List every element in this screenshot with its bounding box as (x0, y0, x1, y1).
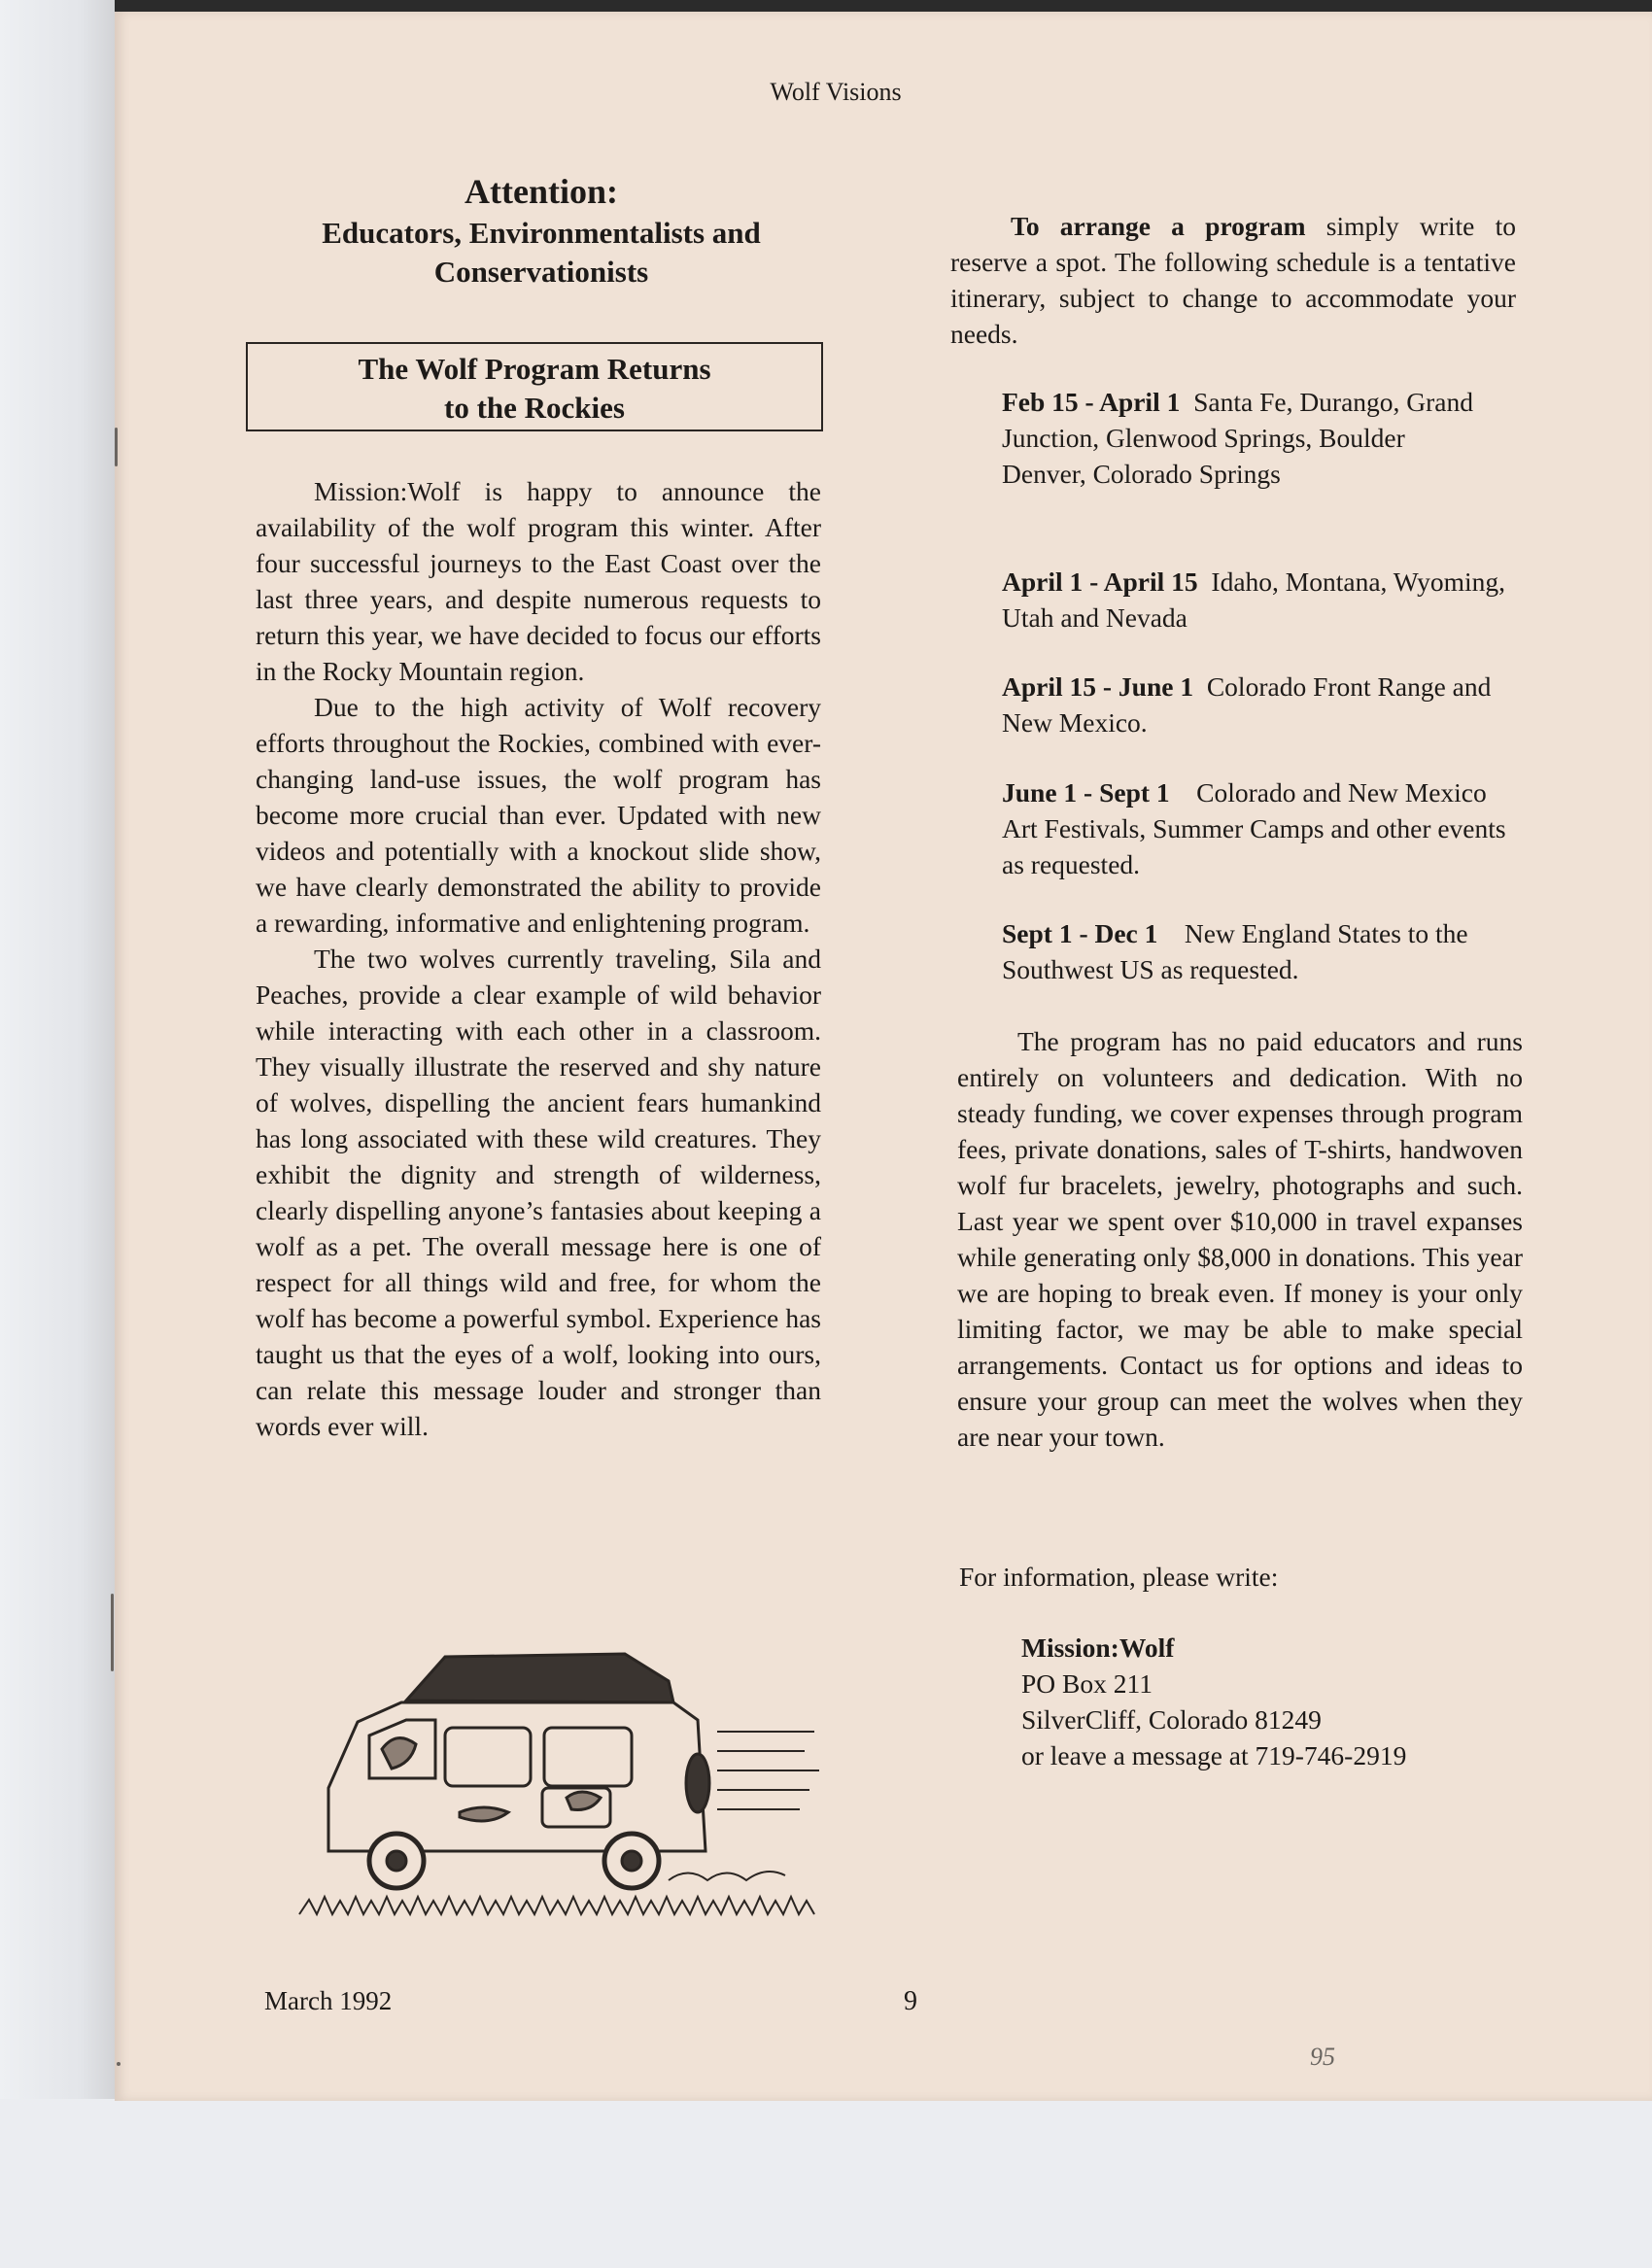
article-body (256, 473, 821, 1444)
address-line: PO Box 211 (1021, 1668, 1153, 1699)
funding-section (957, 1023, 1523, 1455)
schedule-entry (1002, 774, 1527, 882)
arrangement-intro (950, 208, 1516, 352)
schedule-dates: April 15 - June 1 (1002, 671, 1194, 702)
paragraph: Due to the high activity of Wolf recovery efforts throughout the Rockies, combined with ever-changing land-use issues, the wolf program has become more crucial than ever. Updated with new videos and potentially with a knockout slide show, we have clearly demonstrated the ability to provide a rewarding, informative and enlightening program. (256, 692, 821, 938)
schedule-entry (1002, 384, 1527, 492)
running-header: Wolf Visions (770, 78, 902, 106)
schedule-extra: Denver, Colorado Springs (1002, 459, 1281, 489)
pencil-annotation: 95 (1310, 2043, 1335, 2071)
schedule-places: Colorado Front Range and New Mexico. (1002, 671, 1492, 738)
address-line: or leave a message at 719-746-2919 (1021, 1740, 1407, 1770)
attention-title: Attention: (465, 172, 618, 211)
scanner-background-left (0, 0, 115, 2268)
van-with-wolves-illustration (290, 1642, 834, 1934)
paragraph: The program has no paid educators and runs entirely on volunteers and dedication. With no steady funding, we cover expenses through program fees, private donations, sales of T-shirts, handwoven wolf fur bracelets, jewelry, photographs and such. Last year we spent over $10,000 in travel expanses while generating only $8,000 in donations. This year we are hoping to break even. If money is your only limiting factor, we may be able to make special arrangements. Contact us for options and ideas to ensure your group can meet the wolves when they are near your town. (957, 1026, 1523, 1452)
attention-heading (255, 170, 828, 291)
schedule-dates: Sept 1 - Dec 1 (1002, 918, 1158, 948)
article-title-line-1: The Wolf Program Returns (358, 352, 711, 386)
scanner-background-bottom (0, 2099, 1652, 2268)
schedule-entry (1002, 564, 1527, 636)
article-title-box (246, 342, 823, 431)
schedule-places: Idaho, Montana, Wyoming, Utah and Nevada (1002, 567, 1506, 633)
intro-text: simply write to reserve a spot. The following schedule is a tentative itinerary, subject to change to accommodate your needs. (950, 211, 1516, 349)
page-number: 9 (904, 1986, 917, 2016)
schedule-places: New England States to the Southwest US as requested. (1002, 918, 1468, 984)
schedule-dates: Feb 15 - April 1 (1002, 387, 1181, 417)
mailing-address (1021, 1630, 1406, 1773)
address-organization: Mission:Wolf (1021, 1632, 1175, 1663)
schedule-entry (1002, 669, 1527, 740)
attention-subtitle-line-1: Educators, Environmentalists and (322, 216, 761, 250)
staple-mark (115, 428, 118, 466)
staple-mark (117, 2062, 120, 2066)
address-line: SilverCliff, Colorado 81249 (1021, 1704, 1322, 1735)
contact-intro: For information, please write: (959, 1562, 1279, 1592)
paragraph: Mission:Wolf is happy to announce the availability of the wolf program this winter. After four successful journeys to the East Coast over the last three years, and despite numerous requests to return this year, we have decided to focus our efforts in the Rocky Mountain region. (256, 476, 821, 686)
article-title-line-2: to the Rockies (444, 391, 625, 425)
schedule-dates: June 1 - Sept 1 (1002, 777, 1170, 808)
paragraph (950, 208, 1516, 352)
staple-mark (111, 1594, 114, 1671)
issue-date: March 1992 (264, 1986, 393, 2015)
schedule-dates: April 1 - April 15 (1002, 567, 1198, 597)
paragraph: The two wolves currently traveling, Sila and Peaches, provide a clear example of wild behavior while interacting with each other in a classroom. They visually illustrate the reserved and shy nature of wolves, dispelling the ancient fears humankind has long associated with these wild creatures. They exhibit the dignity and strength of wilderness, clearly dispelling anyone’s fantasies about keeping a wolf as a pet. The overall message here is one of respect for all things wild and free, for whom the wolf has become a powerful symbol. Experience has taught us that the eyes of a wolf, looking into ours, can relate this message louder and stronger than words ever will. (256, 944, 821, 1441)
schedule-places: Santa Fe, Durango, Grand Junction, Glenwood Springs, Boulder (1002, 387, 1474, 453)
schedule-entry (1002, 915, 1527, 987)
attention-subtitle-line-2: Conservationists (433, 255, 649, 289)
schedule-places: Colorado and New Mexico Art Festivals, Summer Camps and other events as requested. (1002, 777, 1506, 879)
intro-emphasis: To arrange a program (1011, 211, 1306, 241)
